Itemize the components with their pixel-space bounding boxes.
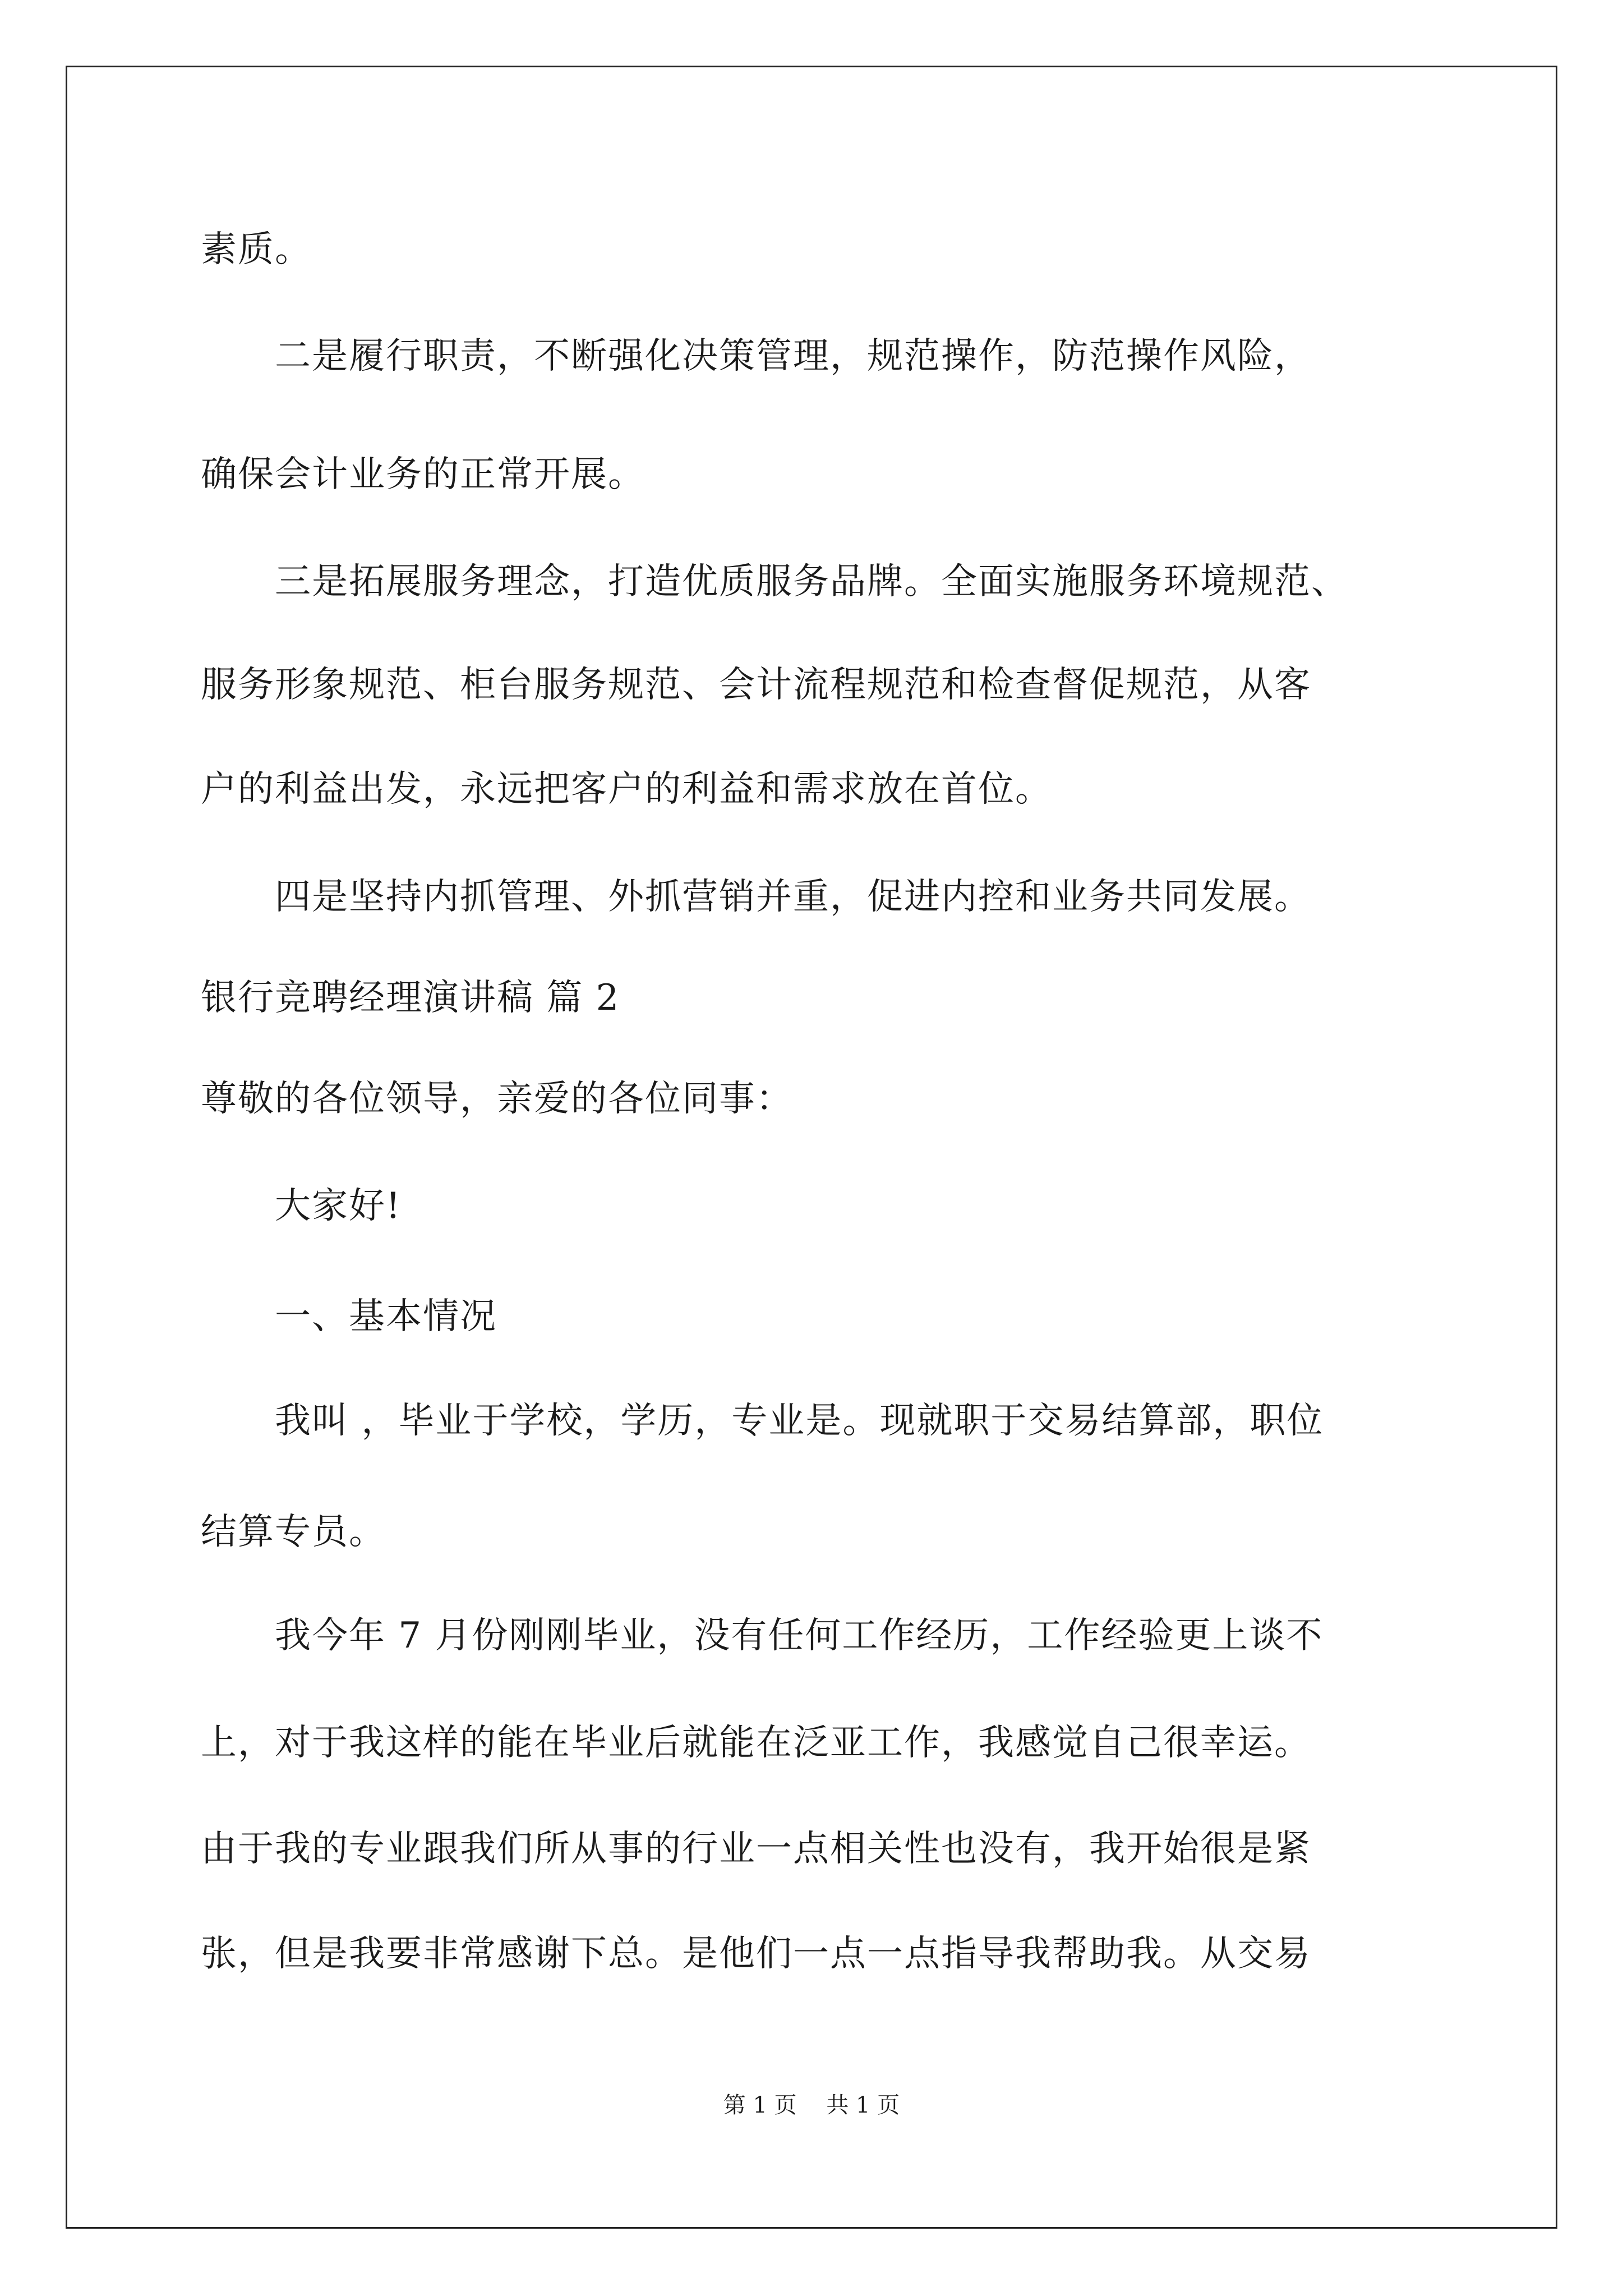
text-line: 我叫 ，毕业于学校，学历，专业是。现就职于交易结算部，职位 <box>201 1400 1324 1442</box>
text-line: 确保会计业务的正常开展。 <box>201 454 645 495</box>
text-line: 我今年 7 月份刚刚毕业，没有任何工作经历，工作经验更上谈不 <box>201 1615 1324 1657</box>
text-line: 一、基本情况 <box>201 1296 497 1337</box>
text-line: 尊敬的各位领导，亲爱的各位同事： <box>201 1078 793 1120</box>
text-line: 户的利益出发，永远把客户的利益和需求放在首位。 <box>201 769 1052 810</box>
text-line: 大家好! <box>201 1185 402 1227</box>
text-line: 服务形象规范、柜台服务规范、会计流程规范和检查督促规范，从客 <box>201 664 1311 706</box>
page-border <box>66 66 1557 2229</box>
text-line: 上，对于我这样的能在毕业后就能在泛亚工作，我感觉自己很幸运。 <box>201 1722 1311 1764</box>
text-line: 四是坚持内抓管理、外抓营销并重，促进内控和业务共同发展。 <box>201 876 1311 918</box>
section-heading: 银行竞聘经理演讲稿 篇 2 <box>201 977 620 1019</box>
text-line: 素质。 <box>201 229 312 270</box>
text-line: 由于我的专业跟我们所从事的行业一点相关性也没有，我开始很是紧 <box>201 1828 1311 1870</box>
text-line: 二是履行职责，不断强化决策管理，规范操作，防范操作风险， <box>201 335 1311 377</box>
text-line: 结算专员。 <box>201 1511 386 1553</box>
page-footer: 第 1 页 共 1 页 <box>723 2092 900 2118</box>
text-line: 张，但是我要非常感谢下总。是他们一点一点指导我帮助我。从交易 <box>201 1933 1311 1975</box>
text-line: 三是拓展服务理念，打造优质服务品牌。全面实施服务环境规范、 <box>201 561 1348 602</box>
